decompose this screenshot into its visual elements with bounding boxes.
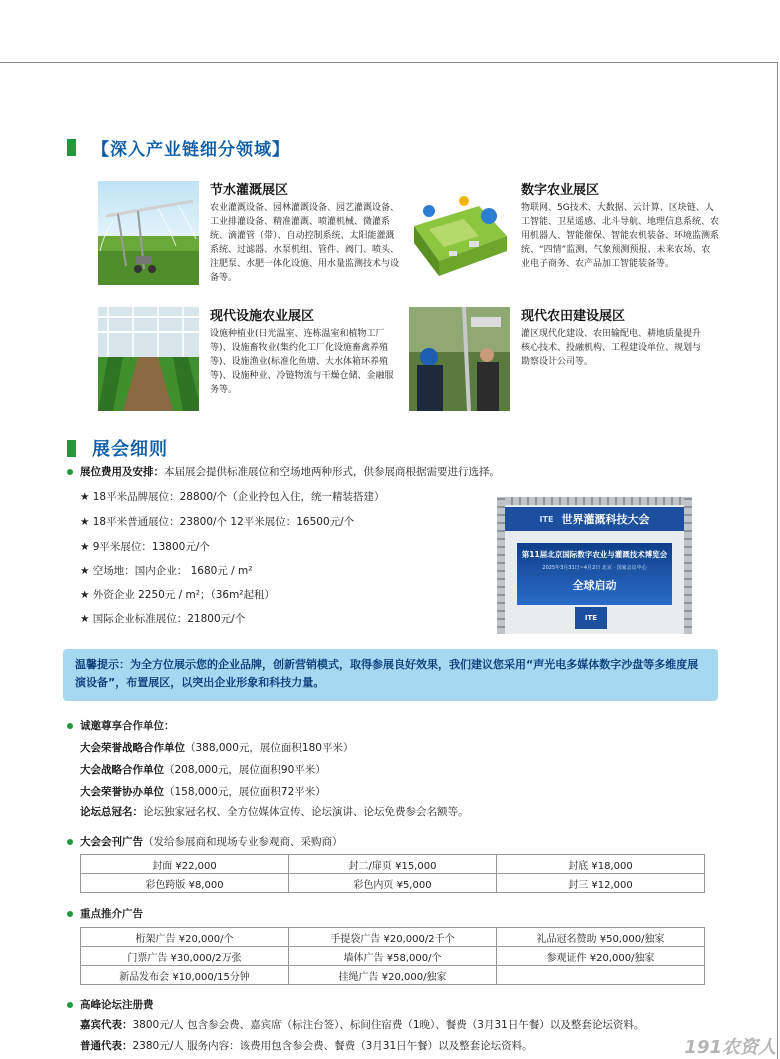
sponsor-detail: 论坛独家冠名权、全方位媒体宣传、论坛演讲、论坛免费参会名额等。 [143,806,469,818]
fee-item: ★ 空场地：国内企业： 1680元 / m² [80,565,253,577]
tip-box: 温馨提示：为全方位展示您的企业品牌，创新营销模式，取得参展良好效果，我们建议您采用“声光电多媒体数字沙盘等多维度展演设备”，布置展区，以突出企业形象和科技力量。 [63,649,718,701]
sponsor-row [80,804,469,819]
table-cell: 新品发布会 ¥10,000/15分钟 [81,966,289,985]
ads-label: 重点推介广告 [80,908,143,920]
watermark: 191农资人 [684,1037,776,1058]
forum-label: 高峰论坛注册费 [80,999,154,1011]
section-industry-title: 【深入产业链细分领域】 [92,140,290,160]
bullet-icon [67,723,73,729]
section-marker [67,440,76,457]
sponsor-name: 大会荣誉战略合作单位 [80,742,185,754]
zone-desc: 设施种植业(日光温室、连栋温室和植物工厂等)、设施畜牧业(集约化工厂化设施畜禽养殖等)、设施渔业(标准化鱼塘、大水体箱环养殖等)、设施种业、冷链物流与干燥仓储、金融服务等。 [210,329,394,395]
zone-desc: 农业灌溉设备、园林灌溉设备、园艺灌溉设备、工业排灌设备、精准灌溉、喷灌机械、微灌系统、滴灌管（带）、自动控制系统、太阳能灌溉系统、过滤器、水泵机组、管件、阀门、喷头、注肥泵、水肥一体化设施、用水量监测技术与设备等。 [210,203,400,283]
table-cell: 墙体广告 ¥58,000/个 [289,947,497,966]
fees-intro [80,464,500,479]
table-cell: 礼品冠名赞助 ¥50,000/独家 [497,928,705,947]
sponsors-label: 诚邀尊享合作单位： [80,720,175,732]
booth-banner-text: 世界灌溉科技大会 [561,513,650,526]
zone-irrigation [98,181,400,285]
section-marker [67,139,76,156]
booth-logo: ITE [539,514,554,524]
fee-item: ★ 9平米展位：13800元/个 [80,541,210,553]
forum-name: 嘉宾代表： [80,1019,133,1031]
sponsor-name: 大会荣誉协办单位 [80,786,164,798]
table-cell: 参观证件 ¥20,000/独家 [497,947,705,966]
table-cell: 门票广告 ¥30,000/2万张 [81,947,289,966]
zone-desc: 物联网、5G技术、大数据、云计算、区块链、人工智能、卫星遥感、北斗导航、地理信息系统、农用机器人、智能催保、智能农机装备、环境监测系统、“四情”监测、气象预测预报、未来农场、农业电子商务、农产品加工智能装备等。 [521,203,720,269]
zone-title: 数字农业展区 [521,183,600,198]
booth-podium [575,607,607,629]
table-row [81,928,705,947]
zone-facility [98,307,395,411]
bullet-icon [67,911,73,917]
forum-row [80,1038,533,1053]
sponsor-name: 论坛总冠名： [80,806,143,818]
fee-item: ★ 18平米普通展位：23800/个 12平米展位：16500元/个 [80,516,355,528]
sponsor-detail: （388,000元，展位面积180平米） [185,742,354,754]
journal-label: 大会会刊广告 [80,836,143,848]
zone-farmland [409,307,709,411]
zone-title: 节水灌溉展区 [210,183,289,198]
sponsor-row [80,762,326,777]
zone-desc: 灌区现代化建设、农田输配电、耕地质量提升核心技术、投融机构、工程建设单位、规划与勘察设计公司等。 [521,329,702,367]
table-cell: 封三 ¥12,000 [497,874,705,893]
table-cell: 桁架广告 ¥20,000/个 [81,928,289,947]
fees-label: 展位费用及安排： [80,466,164,478]
sponsor-row [80,784,326,799]
zone-title: 现代设施农业展区 [210,309,315,324]
booth-screen [517,543,672,605]
fee-item: ★ 外资企业 2250元 / m²；（36m²起租） [80,589,276,601]
forum-detail: 3800元/人 包含参会费、嘉宾席（标注台签）、标间住宿费（1晚）、餐费（3月31日午餐）以及整套论坛资料。 [132,1019,645,1031]
forum-detail: 2380元/人 服务内容：该费用包含参会费、餐费（3月31日午餐）以及整套论坛资料。 [132,1040,533,1052]
table-cell: 封底 ¥18,000 [497,855,705,874]
sponsor-row [80,740,353,755]
sponsor-detail: （158,000元，展位面积72平米） [164,786,326,798]
table-cell [497,966,705,985]
truss-right [684,497,692,634]
table-cell: 彩色跨版 ¥8,000 [81,874,289,893]
zone-digital [409,181,719,285]
table-cell: 手提袋广告 ¥20,000/2千个 [289,928,497,947]
booth-banner [505,507,684,531]
forum-row [80,1017,644,1032]
table-cell: 封二/扉页 ¥15,000 [289,855,497,874]
table-cell: 封面 ¥22,000 [81,855,289,874]
farmland-photo [409,307,510,411]
journal-price-table [80,854,705,893]
digital-farm-photo [409,181,510,285]
truss-top [497,497,692,505]
fee-item: ★ 国际企业标准展位：21800元/个 [80,613,246,625]
truss-left [497,497,505,634]
bullet-icon [67,469,73,475]
irrigation-photo [98,181,199,285]
fees-intro-text: 本届展会提供标准展位和空场地两种形式，供参展商根据需要进行选择。 [164,466,500,478]
table-row [81,947,705,966]
booth-podium-logo: ITE [584,614,598,622]
sponsor-name: 大会战略合作单位 [80,764,164,776]
forum-name: 普通代表： [80,1040,133,1052]
table-row [81,855,705,874]
journal-note: （发给参展商和现场专业参观商、采购商） [143,836,343,848]
section-industry-heading [67,135,290,160]
table-row [81,874,705,893]
table-row [81,966,705,985]
booth-slogan: 全球启动 [572,579,617,592]
sponsor-detail: （208,000元，展位面积90平米） [164,764,326,776]
bullet-icon [67,839,73,845]
section-rules-title: 展会细则 [92,439,168,460]
zone-title: 现代农田建设展区 [521,309,626,324]
booth-photo [497,497,692,634]
table-cell: 彩色内页 ¥5,000 [289,874,497,893]
table-cell: 挂绳广告 ¥20,000/独家 [289,966,497,985]
ads-price-table [80,927,705,985]
fee-item: ★ 18平米品牌展位：28800/个（企业拎包入住，统一精装搭建） [80,491,385,503]
section-rules-heading [67,435,168,461]
greenhouse-photo [98,307,199,411]
journal-heading [80,834,343,849]
bullet-icon [67,1002,73,1008]
booth-subline: 2025年3月31日~4月2日 北京 · 国家会议中心 [542,565,647,571]
booth-headline: 第11届北京国际数字农业与灌溉技术博览会 [521,550,668,559]
